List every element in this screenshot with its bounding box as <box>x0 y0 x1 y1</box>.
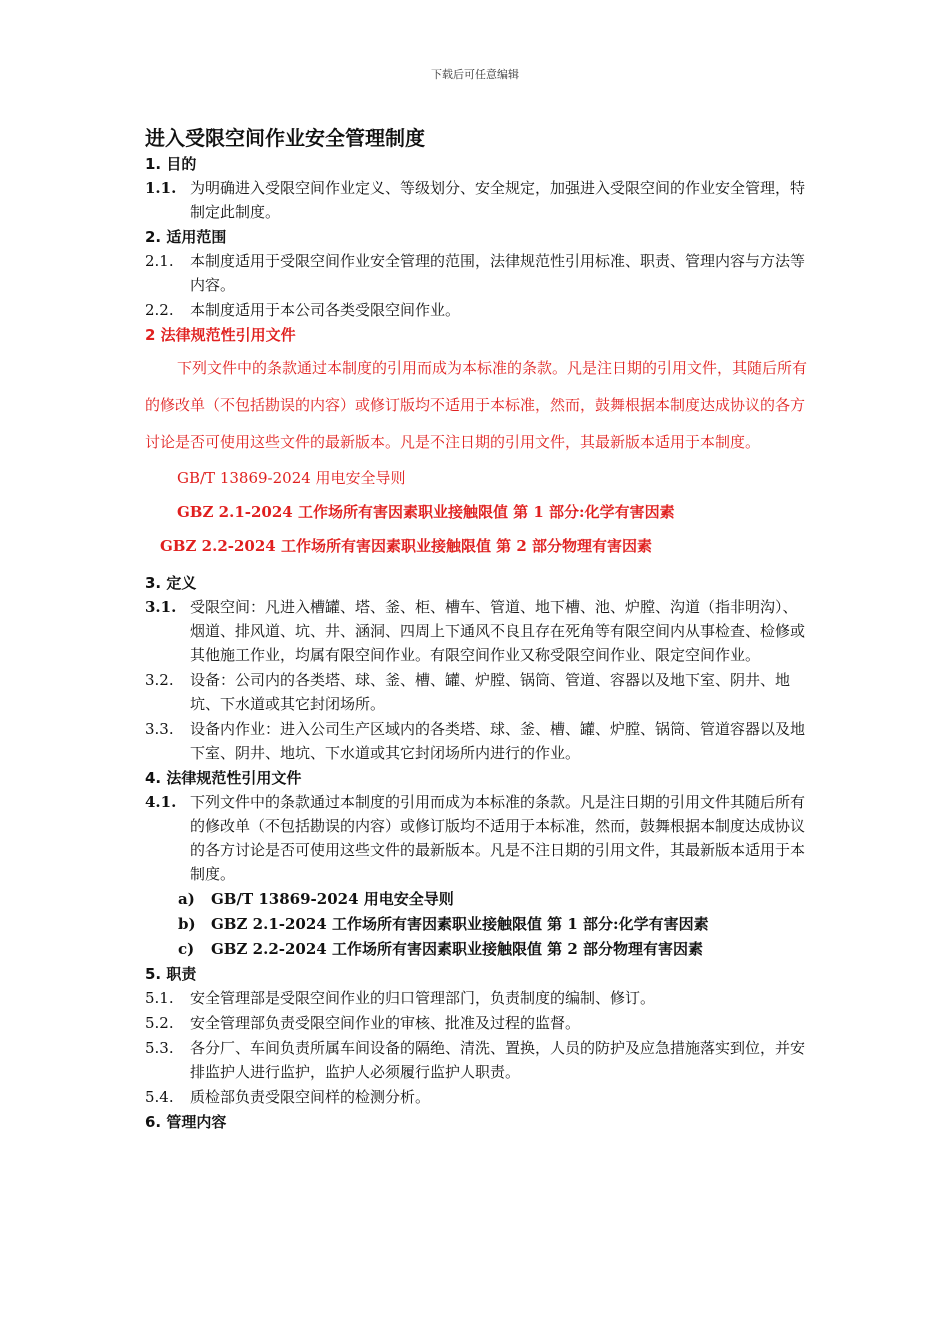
list-item <box>145 1085 810 1109</box>
item-text: 本制度适用于受限空间作业安全管理的范围，法律规范性引用标准、职责、管理内容与方法等内容。 <box>190 252 806 294</box>
reference-text: GB/T 13869-2024 用电安全导则 <box>211 890 454 908</box>
reference-label: a) <box>178 890 195 908</box>
reference-list <box>178 887 810 962</box>
item-text: 质检部负责受限空间样的检测分析。 <box>190 1088 431 1106</box>
section-heading-definitions: 3. 定义 <box>145 574 197 592</box>
list-item <box>145 668 810 716</box>
item-number: 2.2. <box>145 301 174 319</box>
reference-line-red: GBZ 2.1-2024 工作场所有害因素职业接触限值 第 1 部分:化学有害因素 <box>177 503 675 521</box>
section-heading-responsibilities: 5. 职责 <box>145 965 197 983</box>
header-note: 下载后可任意编辑 <box>431 68 519 81</box>
section-heading-references-red: 2 法律规范性引用文件 <box>145 326 296 344</box>
reference-item <box>178 887 810 912</box>
reference-label: c) <box>178 940 195 958</box>
item-text: 下列文件中的条款通过本制度的引用而成为本标准的条款。凡是注日期的引用文件其随后所有的修改单（不包括勘误的内容）或修订版均不适用于本标准，然而，鼓舞根据本制度达成协议的各方讨论是否可使用这些文件的最新版本。凡是不注日期的引用文件，其最新版本适用于本制度。 <box>190 793 806 883</box>
section-heading-management-content: 6. 管理内容 <box>145 1113 227 1131</box>
item-text: 受限空间：凡进入槽罐、塔、釜、柜、槽车、管道、地下槽、池、炉膛、沟道（指非明沟）、烟道、排风道、坑、井、涵洞、四周上下通风不良且存在死角等有限空间内从事检查、检修或其他施工作业，均属有限空间作业。有限空间作业又称受限空间作业、限定空间作业。 <box>190 598 806 664</box>
list-item <box>145 298 810 322</box>
item-number: 3.3. <box>145 720 174 738</box>
list-item <box>145 1036 810 1084</box>
item-text: 安全管理部负责受限空间作业的审核、批准及过程的监督。 <box>190 1014 581 1032</box>
reference-line-red: GB/T 13869-2024 用电安全导则 <box>177 469 406 487</box>
references-paragraph-red: 下列文件中的条款通过本制度的引用而成为本标准的条款。凡是注日期的引用文件，其随后所有的修改单（不包括勘误的内容）或修订版均不适用于本标准，然而，鼓舞根据本制度达成协议的各方讨论是否可使用这些文件的最新版本。凡是不注日期的引用文件，其最新版本适用于本制度。 <box>145 359 808 451</box>
item-text: 各分厂、车间负责所属车间设备的隔绝、清洗、置换，人员的防护及应急措施落实到位，并安排监护人进行监护，监护人必须履行监护人职责。 <box>190 1039 806 1081</box>
list-item <box>145 790 810 886</box>
section-heading-scope: 2. 适用范围 <box>145 228 227 246</box>
list-item <box>145 986 810 1010</box>
item-number: 4.1. <box>145 793 177 811</box>
section-heading-purpose: 1. 目的 <box>145 155 197 173</box>
list-item <box>145 1011 810 1035</box>
item-number: 5.2. <box>145 1014 174 1032</box>
item-text: 设备内作业：进入公司生产区域内的各类塔、球、釜、槽、罐、炉膛、锅筒、管道容器以及地下室、阴井、地坑、下水道或其它封闭场所内进行的作业。 <box>190 720 806 762</box>
reference-item <box>178 937 810 962</box>
item-text: 为明确进入受限空间作业定义、等级划分、安全规定，加强进入受限空间的作业安全管理，特制定此制度。 <box>190 179 806 221</box>
list-item <box>145 717 810 765</box>
item-number: 5.4. <box>145 1088 174 1106</box>
item-number: 2.1. <box>145 252 174 270</box>
item-number: 5.1. <box>145 989 174 1007</box>
item-number: 5.3. <box>145 1039 174 1057</box>
reference-text: GBZ 2.2-2024 工作场所有害因素职业接触限值 第 2 部分物理有害因素 <box>211 940 704 958</box>
item-number: 1.1. <box>145 179 177 197</box>
list-item <box>145 249 810 297</box>
document-body <box>145 124 810 1134</box>
reference-label: b) <box>178 915 196 933</box>
reference-line-red: GBZ 2.2-2024 工作场所有害因素职业接触限值 第 2 部分物理有害因素 <box>160 537 653 555</box>
section-heading-legal-references: 4. 法律规范性引用文件 <box>145 769 302 787</box>
list-item <box>145 595 810 667</box>
document-title: 进入受限空间作业安全管理制度 <box>145 126 425 150</box>
list-item <box>145 176 810 224</box>
item-number: 3.2. <box>145 671 174 689</box>
item-text: 本制度适用于本公司各类受限空间作业。 <box>190 301 461 319</box>
reference-item <box>178 912 810 937</box>
item-text: 安全管理部是受限空间作业的归口管理部门，负责制度的编制、修订。 <box>190 989 656 1007</box>
reference-text: GBZ 2.1-2024 工作场所有害因素职业接触限值 第 1 部分:化学有害因素 <box>211 915 709 933</box>
item-number: 3.1. <box>145 598 177 616</box>
item-text: 设备：公司内的各类塔、球、釜、槽、罐、炉膛、锅筒、管道、容器以及地下室、阴井、地坑、下水道或其它封闭场所。 <box>190 671 791 713</box>
